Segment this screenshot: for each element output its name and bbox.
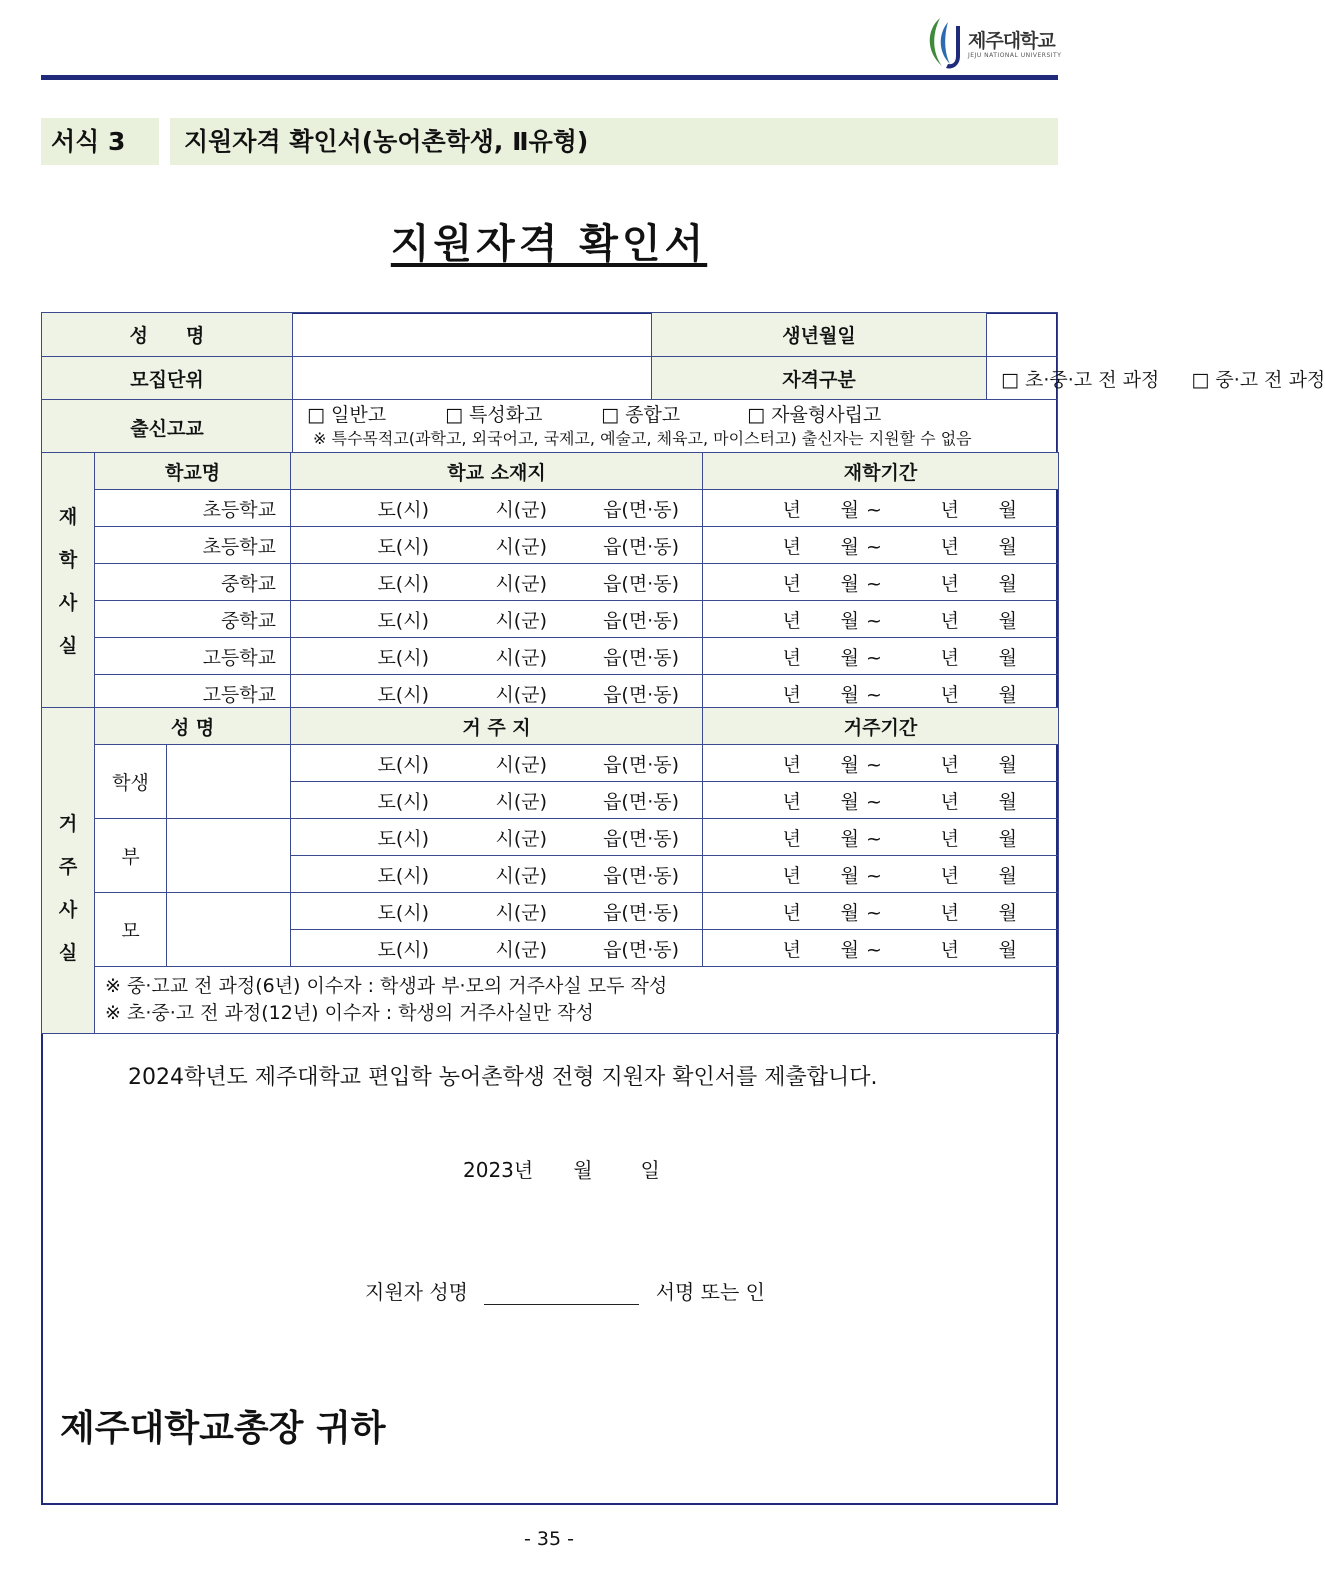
- submission-date[interactable]: 2023년 월 일: [463, 1158, 660, 1182]
- school-name: 중학교: [95, 601, 291, 638]
- school-name-header: 학교명: [95, 453, 291, 490]
- submission-statement: 2024학년도 제주대학교 편입학 농어촌학생 전형 지원자 확인서를 제출합니다.: [128, 1065, 878, 1090]
- unit-field[interactable]: [293, 357, 652, 400]
- mother-name-field[interactable]: [167, 893, 291, 967]
- school-name: 중학교: [95, 564, 291, 601]
- residence-period[interactable]: 년 월 ~ 년 월: [703, 930, 1059, 967]
- logo-name: 제주대학교: [968, 30, 1055, 52]
- qualification-option-middle-high[interactable]: □ 중·고 전 과정: [1191, 368, 1325, 391]
- header-rule: [41, 75, 1058, 80]
- qualification-option-full[interactable]: □ 초·중·고 전 과정: [1001, 368, 1160, 391]
- name-field[interactable]: [293, 313, 652, 357]
- school-period[interactable]: 년 월 ~ 년 월: [703, 675, 1059, 712]
- residence-note-2: ※ 초·중·고 전 과정(12년) 이수자 : 학생의 거주사실만 작성: [105, 1002, 594, 1024]
- residence-period[interactable]: 년 월 ~ 년 월: [703, 782, 1059, 819]
- residence-notes: [95, 967, 1059, 1034]
- residence-address[interactable]: 도(시) 시(군) 읍(면·동): [291, 930, 703, 967]
- school-name: 고등학교: [95, 675, 291, 712]
- hs-option-autonomous[interactable]: □ 자율형사립고: [747, 404, 882, 426]
- school-row: [42, 675, 1059, 712]
- school-period[interactable]: 년 월 ~ 년 월: [703, 638, 1059, 675]
- residence-address[interactable]: 도(시) 시(군) 읍(면·동): [291, 893, 703, 930]
- form-title: 지원자격 확인서(농어촌학생, Ⅱ유형): [170, 118, 1058, 165]
- form-number: 서식 3: [41, 118, 159, 165]
- addressee: 제주대학교총장 귀하: [60, 1408, 386, 1449]
- school-section-label: 재 학 사 실: [42, 453, 95, 712]
- father-name-field[interactable]: [167, 819, 291, 893]
- residence-period[interactable]: 년 월 ~ 년 월: [703, 819, 1059, 856]
- school-name: 초등학교: [95, 490, 291, 527]
- residence-address[interactable]: 도(시) 시(군) 읍(면·동): [291, 745, 703, 782]
- residence-section-label: 거 주 사 실: [42, 708, 95, 1034]
- school-period[interactable]: 년 월 ~ 년 월: [703, 527, 1059, 564]
- name-label: 성 명: [42, 313, 293, 357]
- student-name-field[interactable]: [167, 745, 291, 819]
- school-address[interactable]: 도(시) 시(군) 읍(면·동): [291, 527, 703, 564]
- residence-period[interactable]: 년 월 ~ 년 월: [703, 893, 1059, 930]
- hs-option-specialized[interactable]: □ 특성화고: [445, 404, 543, 426]
- university-logo: [920, 16, 1070, 72]
- person-student: 학생: [95, 745, 167, 819]
- signature-label: 지원자 성명: [365, 1280, 468, 1304]
- birth-field[interactable]: [987, 313, 1058, 357]
- residence-address[interactable]: 도(시) 시(군) 읍(면·동): [291, 782, 703, 819]
- school-row: [42, 527, 1059, 564]
- school-address[interactable]: 도(시) 시(군) 읍(면·동): [291, 564, 703, 601]
- school-row: [42, 490, 1059, 527]
- birth-label: 생년월일: [652, 313, 987, 357]
- signature-suffix: 서명 또는 인: [655, 1280, 766, 1304]
- school-period[interactable]: 년 월 ~ 년 월: [703, 490, 1059, 527]
- high-school-label: 출신고교: [42, 400, 293, 455]
- page-number: - 35 -: [524, 1528, 574, 1550]
- residence-note-1: ※ 중·고교 전 과정(6년) 이수자 : 학생과 부·모의 거주사실 모두 작성: [105, 975, 668, 997]
- application-table: [41, 312, 1325, 455]
- school-period[interactable]: 년 월 ~ 년 월: [703, 601, 1059, 638]
- residence-period[interactable]: 년 월 ~ 년 월: [703, 745, 1059, 782]
- school-address[interactable]: 도(시) 시(군) 읍(면·동): [291, 638, 703, 675]
- school-name: 고등학교: [95, 638, 291, 675]
- hs-option-general[interactable]: □ 일반고: [307, 404, 387, 426]
- logo-emblem-icon: [920, 16, 964, 72]
- document-title: 지원자격 확인서: [390, 221, 708, 267]
- unit-label: 모집단위: [42, 357, 293, 400]
- residence-header: 거 주 지: [291, 708, 703, 745]
- residence-period[interactable]: 년 월 ~ 년 월: [703, 856, 1059, 893]
- school-address[interactable]: 도(시) 시(군) 읍(면·동): [291, 490, 703, 527]
- residence-table: [41, 707, 1059, 1034]
- school-address[interactable]: 도(시) 시(군) 읍(면·동): [291, 601, 703, 638]
- signature-field[interactable]: [484, 1282, 639, 1305]
- document-title-wrap: [0, 212, 1098, 269]
- school-row: [42, 564, 1059, 601]
- school-table: [41, 452, 1059, 712]
- qualification-label: 자격구분: [652, 357, 987, 400]
- high-school-note: ※ 특수목적고(과학고, 외국어고, 국제고, 예술고, 체육고, 마이스터고) 출신자는 지원할 수 없음: [313, 429, 972, 448]
- person-mother: 모: [95, 893, 167, 967]
- signature-line: [365, 1276, 765, 1305]
- school-row: [42, 601, 1059, 638]
- school-address[interactable]: 도(시) 시(군) 읍(면·동): [291, 675, 703, 712]
- hs-option-comprehensive[interactable]: □ 종합고: [601, 404, 681, 426]
- school-name: 초등학교: [95, 527, 291, 564]
- logo-subtitle: JEJU NATIONAL UNIVERSITY: [968, 52, 1062, 59]
- school-row: [42, 638, 1059, 675]
- residence-address[interactable]: 도(시) 시(군) 읍(면·동): [291, 856, 703, 893]
- resident-name-header: 성 명: [95, 708, 291, 745]
- residence-address[interactable]: 도(시) 시(군) 읍(면·동): [291, 819, 703, 856]
- school-period-header: 재학기간: [703, 453, 1059, 490]
- school-period[interactable]: 년 월 ~ 년 월: [703, 564, 1059, 601]
- residence-period-header: 거주기간: [703, 708, 1059, 745]
- person-father: 부: [95, 819, 167, 893]
- school-location-header: 학교 소재지: [291, 453, 703, 490]
